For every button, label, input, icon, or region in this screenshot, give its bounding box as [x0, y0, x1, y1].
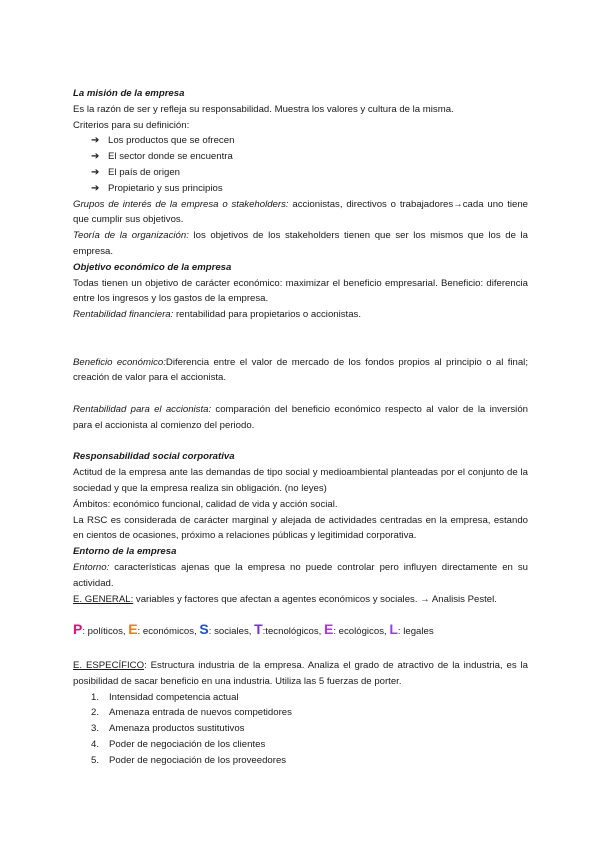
beneficio-term: Beneficio económico: — [73, 356, 166, 368]
arrow-icon: ➔ — [91, 135, 100, 147]
list-item: 1. Intensidad competencia actual — [91, 691, 239, 703]
pestel-letter: E — [128, 621, 138, 638]
porter-forces-list — [73, 690, 528, 769]
list-item: 5. Poder de negociación de los proveedores — [91, 754, 287, 766]
list-item: 4. Poder de negociación de los clientes — [91, 739, 266, 751]
list-item: ➔ El sector donde se encuentra — [91, 149, 528, 165]
list-item: 2. Amenaza entrada de nuevos competidores — [91, 707, 292, 719]
document-page — [73, 86, 528, 769]
teoria-term: Teoría de la organización: — [73, 230, 189, 242]
rentabilidad-financiera-paragraph: Rentabilidad financiera: rentabilidad para propietarios o accionistas. — [73, 309, 362, 321]
criteria-label: Criterios para su definición: — [73, 119, 190, 131]
entorno-term: Entorno: — [73, 561, 110, 573]
arrow-icon: ➔ — [91, 166, 100, 178]
rsc-text-2: Ámbitos: económico funcional, calidad de vida y acción social. — [73, 498, 338, 510]
especifico-label: E. ESPECÍFICO — [73, 660, 145, 672]
list-item: ➔ Los productos que se ofrecen — [91, 133, 528, 149]
section-heading-objetivo: Objetivo económico de la empresa — [73, 261, 232, 273]
rentabilidad-accionista-paragraph: Rentabilidad para el accionista: comparación del beneficio económico respecto al valor de la inversión para el accionista al comienzo del periodo. — [73, 403, 528, 431]
pestel-letter: E — [323, 621, 334, 638]
rentabilidad-financiera-term: Rentabilidad financiera: — [73, 309, 174, 321]
stakeholders-term: Grupos de interés de la empresa o stakeholders: — [73, 198, 289, 210]
list-item: ➔ El país de origen — [91, 165, 528, 181]
section-heading-mision: La misión de la empresa — [73, 88, 185, 99]
rentabilidad-accionista-term: Rentabilidad para el accionista: — [73, 403, 212, 415]
criteria-list — [73, 133, 528, 196]
arrow-icon: ➔ — [91, 182, 100, 194]
entorno-paragraph: Entorno: características ajenas que la empresa no puede controlar pero influyen directamente en su actividad. — [73, 561, 528, 589]
rsc-text-3: La RSC es considerada de carácter marginal y alejada de actividades centradas en la empresa, estando en cientos de ocasiones, próximo a relaciones públicas y legitimidad corporativa. — [73, 514, 528, 542]
objetivo-text: Todas tienen un objetivo de carácter económico: maximizar el beneficio empresarial. Beneficio: diferencia entre los ingresos y los gastos de la empresa. — [73, 277, 528, 305]
section-heading-rsc: Responsabilidad social corporativa — [73, 451, 235, 463]
teoria-paragraph: Teoría de la organización: los objetivos de los stakeholders tienen que ser los mismos que los de la empresa. — [73, 230, 529, 257]
pestel-line: P: políticos, E: económicos, S: sociales, T:tecnológicos, E: ecológicos, L: legales — [73, 621, 434, 638]
general-paragraph: E. GENERAL: variables y factores que afectan a agentes económicos y sociales. → Analisis Pestel. — [73, 593, 497, 605]
list-item: ➔ Propietario y sus principios — [91, 181, 528, 197]
pestel-letter: L — [389, 621, 398, 638]
stakeholders-paragraph: Grupos de interés de la empresa o stakeholders: accionistas, directivos o trabajadores→cada uno tiene que cumplir sus objetivos. — [73, 198, 528, 226]
general-label: E. GENERAL: — [73, 593, 134, 605]
pestel-letter: P — [73, 621, 83, 638]
rsc-text-1: Actitud de la empresa ante las demandas de tipo social y medioambiental planteadas por el conjunto de la sociedad y que la empresa realiza sin obligación. (no leyes) — [73, 467, 528, 494]
list-item: 3. Amenaza productos sustitutivos — [91, 723, 245, 735]
especifico-paragraph: E. ESPECÍFICO: Estructura industria de la empresa. Analiza el grado de atractivo de la industria, es la posibilidad de sacar beneficio en una industria. Utiliza las 5 fuerzas de porter. — [73, 660, 528, 687]
pestel-letter: T — [254, 621, 263, 638]
section-heading-entorno: Entorno de la empresa — [73, 546, 177, 558]
beneficio-paragraph: Beneficio económico:Diferencia entre el valor de mercado de los fondos propios al principio o al final; creación de valor para el accionista. — [73, 356, 528, 384]
mision-text: Es la razón de ser y refleja su responsabilidad. Muestra los valores y cultura de la misma. — [73, 103, 454, 115]
pestel-letter: S — [199, 621, 209, 638]
arrow-icon: ➔ — [91, 151, 100, 163]
